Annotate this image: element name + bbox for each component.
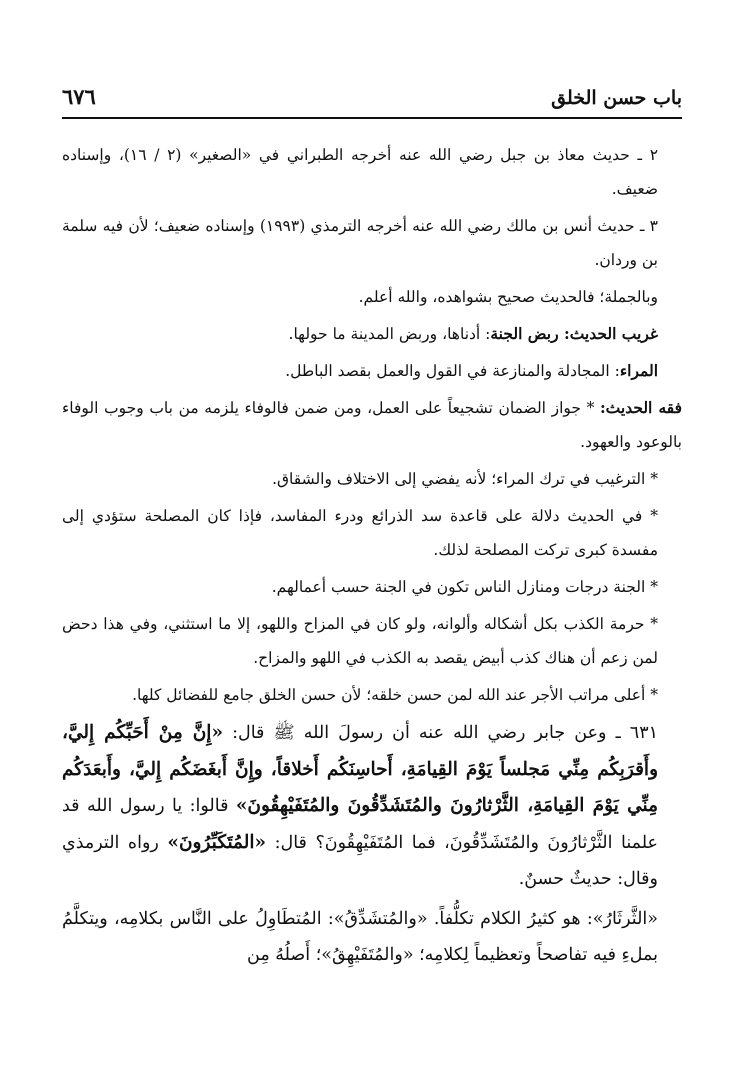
miraa-text: : المجادلة والمنازعة في القول والعمل بقصد الباطل. [285, 362, 620, 380]
hadith-631 [62, 715, 682, 898]
hadith-end: رواه الترمذي وقال: حديثٌ حسنٌ. [62, 832, 658, 889]
gharib-label: غريب الحديث: [563, 324, 658, 343]
paragraph-targhib: * الترغيب في ترك المراء؛ لأنه يفضي إلى الاختلاف والشقاق. [272, 470, 658, 488]
paragraph-kadhib: * حرمة الكذب بكل أشكاله وألوانه، ولو كان في المزاح واللهو، إلا ما استثني، وفي هذا دحض لمن زعم أن هناك كذب أبيض يقصد به الكذب في اللهو والمزاح. [62, 615, 658, 667]
hadith-answer: «المُتَكَبِّرُونَ» [167, 831, 267, 853]
hadith-quote: «إِنَّ مِنْ أَحَبِّكُم إِليَّ، وأَقرَبِكُم مِنِّي مَجلساً يَوْمَ القِيامَةِ، أَحاسِنَكُم أَخلاقاً، وإِنَّ أَبغَضَكُم إِليَّ، وأَبعَدَكُم مِنِّي يَوْمَ القِيامَةِ، الثَّرْثارُونَ والمُتَشَدِّقُونَ والمُتَفَيْهِقُونَ» [62, 722, 658, 816]
paragraph-takhrij-anas: ٣ ـ حديث أنس بن مالك رضي الله عنه أخرجه الترمذي (١٩٩٣) وإسناده ضعيف؛ لأن فيه سلمة بن وردان. [62, 217, 658, 269]
paragraph-dharaai: * في الحديث دلالة على قاعدة سد الذرائع ودرء المفاسد، فإذا كان المصلحة ستؤدي إلى مفسدة كبرى تركت المصلحة لذلك. [62, 507, 658, 559]
paragraph-takhrij-muadh: ٢ ـ حديث معاذ بن جبل رضي الله عنه أخرجه الطبراني في «الصغير» (٢ / ١٦)، وإسناده ضعيف. [62, 146, 659, 198]
fiqh-text: * جواز الضمان تشجيعاً على العمل، ومن ضمن فالوفاء يلزمه من باب وجوب الوفاء بالوعود والعهود. [62, 399, 682, 451]
paragraph-fiqh [62, 391, 682, 459]
chapter-title: باب حسن الخلق [551, 87, 682, 109]
paragraph-summary: وبالجملة؛ فالحديث صحيح بشواهده، والله أعلم. [358, 288, 658, 306]
miraa-term: المراء [619, 361, 658, 380]
page-header [62, 84, 682, 119]
page-number: ٦٧٦ [62, 84, 96, 109]
paragraph-gharib [62, 317, 682, 351]
paragraph-miraa [62, 354, 682, 388]
fiqh-label: فقه الحديث: [599, 398, 682, 417]
paragraph-jannah: * الجنة درجات ومنازل الناس تكون في الجنة حسب أعمالهم. [271, 578, 658, 596]
hadith-intro: ٦٣١ ـ وعن جابر رضي الله عنه أن رسولَ الله ﷺ قال: [223, 723, 658, 743]
paragraph-definitions: «الثَّرثَارُ»: هو كثيرُ الكلام تكلُّفاً. «والمُتشَدِّقُ»: المُتطَاوِلُ على النَّاس بكلامِه، ويتكلَّمُ بملءِ فيه تفاصحاً وتعظيماً لِكلامِه؛ «والمُتَفَيْهِقُ»؛ أَصلُهُ مِن [62, 908, 658, 965]
gharib-text: : أدناها، وربض المدينة ما حولها. [288, 325, 491, 343]
page-body [62, 138, 682, 977]
gharib-term: ربض الجنة [490, 324, 564, 343]
paragraph-akhlaq: * أعلى مراتب الأجر عند الله لمن حسن خلقه؛ لأن حسن الخلق جامع للفضائل كلها. [132, 686, 658, 704]
hadith-mid: قالوا: يا رسول الله قد علمنا الثَّرْثارُونَ والمُتَشَدِّقُونَ، فما المُتَفَيْهِقُونَ؟ قال: [62, 796, 658, 853]
